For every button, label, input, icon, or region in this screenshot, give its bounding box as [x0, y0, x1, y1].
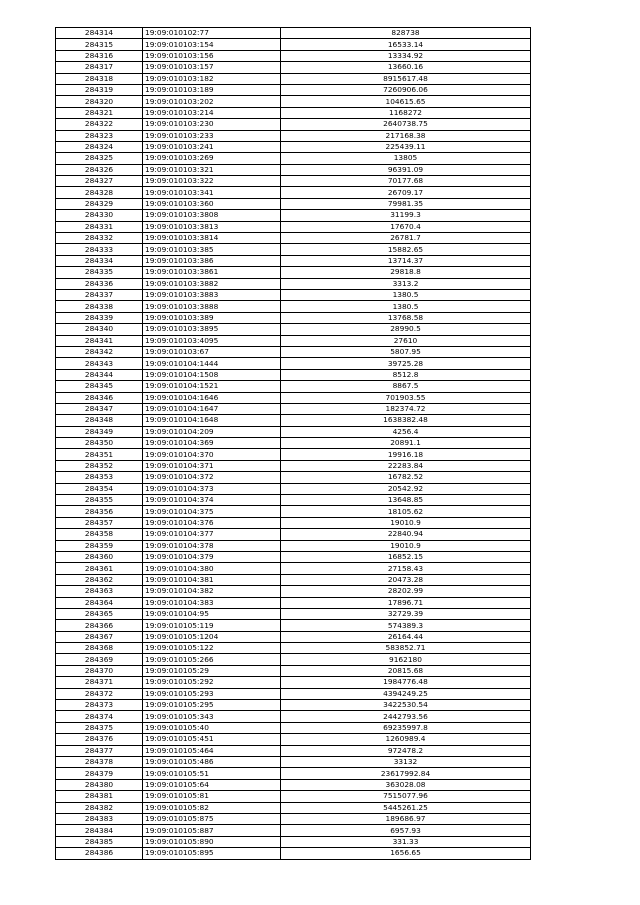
cadastral-number-cell: 19:09:010103:269	[143, 153, 281, 164]
value-cell: 7515077.96	[281, 791, 531, 802]
row-number-cell: 284351	[56, 449, 143, 460]
value-cell: 26709.17	[281, 187, 531, 198]
cadastral-number-cell: 19:09:010103:3813	[143, 221, 281, 232]
row-number-cell: 284360	[56, 551, 143, 562]
row-number-cell: 284318	[56, 73, 143, 84]
row-number-cell: 284370	[56, 665, 143, 676]
table-row	[56, 335, 531, 346]
cadastral-number-cell: 19:09:010103:3888	[143, 301, 281, 312]
table-row	[56, 392, 531, 403]
cadastral-number-cell: 19:09:010104:1648	[143, 415, 281, 426]
row-number-cell: 284386	[56, 848, 143, 859]
cadastral-number-cell: 19:09:010105:895	[143, 848, 281, 859]
cadastral-number-cell: 19:09:010104:1444	[143, 358, 281, 369]
cadastral-number-cell: 19:09:010103:3808	[143, 210, 281, 221]
row-number-cell: 284336	[56, 278, 143, 289]
value-cell: 574389.3	[281, 620, 531, 631]
row-number-cell: 284377	[56, 745, 143, 756]
row-number-cell: 284355	[56, 495, 143, 506]
table-row	[56, 381, 531, 392]
table-row	[56, 73, 531, 84]
table-row	[56, 187, 531, 198]
value-cell: 13660.16	[281, 62, 531, 73]
value-cell: 13714.37	[281, 255, 531, 266]
cadastral-number-cell: 19:09:010105:64	[143, 779, 281, 790]
row-number-cell: 284334	[56, 255, 143, 266]
value-cell: 104615.65	[281, 96, 531, 107]
value-cell: 20815.68	[281, 665, 531, 676]
table-row	[56, 643, 531, 654]
table-row	[56, 654, 531, 665]
row-number-cell: 284371	[56, 677, 143, 688]
table-row	[56, 586, 531, 597]
row-number-cell: 284340	[56, 324, 143, 335]
cadastral-number-cell: 19:09:010104:380	[143, 563, 281, 574]
cadastral-number-cell: 19:09:010105:295	[143, 700, 281, 711]
row-number-cell: 284358	[56, 529, 143, 540]
value-cell: 1984776.48	[281, 677, 531, 688]
cadastral-number-cell: 19:09:010103:157	[143, 62, 281, 73]
cadastral-number-cell: 19:09:010103:154	[143, 39, 281, 50]
cadastral-number-cell: 19:09:010104:378	[143, 540, 281, 551]
table-row	[56, 551, 531, 562]
row-number-cell: 284378	[56, 757, 143, 768]
value-cell: 33132	[281, 757, 531, 768]
table-row	[56, 700, 531, 711]
cadastral-number-cell: 19:09:010104:377	[143, 529, 281, 540]
table-row	[56, 517, 531, 528]
table-row	[56, 50, 531, 61]
cadastral-number-cell: 19:09:010104:375	[143, 506, 281, 517]
row-number-cell: 284383	[56, 813, 143, 824]
value-cell: 9162180	[281, 654, 531, 665]
row-number-cell: 284385	[56, 836, 143, 847]
row-number-cell: 284376	[56, 734, 143, 745]
table-row	[56, 711, 531, 722]
cadastral-number-cell: 19:09:010104:383	[143, 597, 281, 608]
row-number-cell: 284323	[56, 130, 143, 141]
cadastral-number-cell: 19:09:010105:292	[143, 677, 281, 688]
value-cell: 13334.92	[281, 50, 531, 61]
table-row	[56, 449, 531, 460]
value-cell: 583852.71	[281, 643, 531, 654]
value-cell: 331.33	[281, 836, 531, 847]
value-cell: 23617992.84	[281, 768, 531, 779]
cadastral-number-cell: 19:09:010105:451	[143, 734, 281, 745]
value-cell: 6957.93	[281, 825, 531, 836]
value-cell: 4394249.25	[281, 688, 531, 699]
cadastral-number-cell: 19:09:010104:379	[143, 551, 281, 562]
row-number-cell: 284322	[56, 119, 143, 130]
row-number-cell: 284362	[56, 574, 143, 585]
row-number-cell: 284364	[56, 597, 143, 608]
table-row	[56, 734, 531, 745]
table-row	[56, 813, 531, 824]
cadastral-number-cell: 19:09:010104:372	[143, 472, 281, 483]
value-cell: 701903.55	[281, 392, 531, 403]
table-row	[56, 267, 531, 278]
value-cell: 18105.62	[281, 506, 531, 517]
value-cell: 225439.11	[281, 141, 531, 152]
table-row	[56, 631, 531, 642]
table-row	[56, 107, 531, 118]
table-row	[56, 495, 531, 506]
row-number-cell: 284366	[56, 620, 143, 631]
table-row	[56, 677, 531, 688]
table-row	[56, 278, 531, 289]
cadastral-number-cell: 19:09:010103:385	[143, 244, 281, 255]
cadastral-number-cell: 19:09:010105:51	[143, 768, 281, 779]
row-number-cell: 284337	[56, 289, 143, 300]
cadastral-number-cell: 19:09:010103:202	[143, 96, 281, 107]
table-row	[56, 438, 531, 449]
table-row	[56, 460, 531, 471]
row-number-cell: 284381	[56, 791, 143, 802]
table-row	[56, 84, 531, 95]
row-number-cell: 284329	[56, 198, 143, 209]
cadastral-number-cell: 19:09:010105:40	[143, 722, 281, 733]
value-cell: 96391.09	[281, 164, 531, 175]
row-number-cell: 284365	[56, 608, 143, 619]
table-row	[56, 141, 531, 152]
cadastral-number-cell: 19:09:010105:122	[143, 643, 281, 654]
table-row	[56, 198, 531, 209]
table-row	[56, 176, 531, 187]
row-number-cell: 284384	[56, 825, 143, 836]
cadastral-number-cell: 19:09:010103:321	[143, 164, 281, 175]
row-number-cell: 284333	[56, 244, 143, 255]
table-row	[56, 255, 531, 266]
table-row	[56, 358, 531, 369]
cadastral-number-cell: 19:09:010104:1646	[143, 392, 281, 403]
cadastral-number-cell: 19:09:010104:382	[143, 586, 281, 597]
row-number-cell: 284317	[56, 62, 143, 73]
table-row	[56, 164, 531, 175]
value-cell: 972478.2	[281, 745, 531, 756]
value-cell: 4256.4	[281, 426, 531, 437]
cadastral-number-cell: 19:09:010103:182	[143, 73, 281, 84]
table-row	[56, 346, 531, 357]
value-cell: 3422530.54	[281, 700, 531, 711]
cadastral-number-cell: 19:09:010103:3895	[143, 324, 281, 335]
value-cell: 217168.38	[281, 130, 531, 141]
value-cell: 20891.1	[281, 438, 531, 449]
table-row	[56, 688, 531, 699]
cadastral-value-table	[55, 27, 531, 860]
row-number-cell: 284344	[56, 369, 143, 380]
row-number-cell: 284369	[56, 654, 143, 665]
value-cell: 79981.35	[281, 198, 531, 209]
row-number-cell: 284352	[56, 460, 143, 471]
row-number-cell: 284328	[56, 187, 143, 198]
table-row	[56, 574, 531, 585]
value-cell: 1380.5	[281, 301, 531, 312]
table-row	[56, 597, 531, 608]
row-number-cell: 284357	[56, 517, 143, 528]
row-number-cell: 284319	[56, 84, 143, 95]
value-cell: 16852.15	[281, 551, 531, 562]
row-number-cell: 284361	[56, 563, 143, 574]
table-row	[56, 312, 531, 323]
cadastral-number-cell: 19:09:010105:293	[143, 688, 281, 699]
row-number-cell: 284347	[56, 403, 143, 414]
table-row	[56, 289, 531, 300]
table-body	[56, 28, 531, 860]
row-number-cell: 284367	[56, 631, 143, 642]
value-cell: 828738	[281, 28, 531, 39]
value-cell: 13768.58	[281, 312, 531, 323]
table-row	[56, 130, 531, 141]
cadastral-number-cell: 19:09:010105:875	[143, 813, 281, 824]
table-row	[56, 28, 531, 39]
table-row	[56, 802, 531, 813]
row-number-cell: 284356	[56, 506, 143, 517]
cadastral-number-cell: 19:09:010103:241	[143, 141, 281, 152]
value-cell: 28202.99	[281, 586, 531, 597]
value-cell: 189686.97	[281, 813, 531, 824]
cadastral-number-cell: 19:09:010105:29	[143, 665, 281, 676]
cadastral-number-cell: 19:09:010103:214	[143, 107, 281, 118]
row-number-cell: 284375	[56, 722, 143, 733]
table-row	[56, 39, 531, 50]
cadastral-number-cell: 19:09:010103:230	[143, 119, 281, 130]
table-row	[56, 153, 531, 164]
value-cell: 8915617.48	[281, 73, 531, 84]
table-row	[56, 722, 531, 733]
row-number-cell: 284353	[56, 472, 143, 483]
row-number-cell: 284380	[56, 779, 143, 790]
row-number-cell: 284349	[56, 426, 143, 437]
row-number-cell: 284343	[56, 358, 143, 369]
value-cell: 19010.9	[281, 517, 531, 528]
row-number-cell: 284315	[56, 39, 143, 50]
value-cell: 17896.71	[281, 597, 531, 608]
cadastral-number-cell: 19:09:010103:67	[143, 346, 281, 357]
table-row	[56, 119, 531, 130]
cadastral-number-cell: 19:09:010103:3883	[143, 289, 281, 300]
cadastral-number-cell: 19:09:010104:370	[143, 449, 281, 460]
row-number-cell: 284324	[56, 141, 143, 152]
table-row	[56, 301, 531, 312]
row-number-cell: 284338	[56, 301, 143, 312]
row-number-cell: 284359	[56, 540, 143, 551]
cadastral-number-cell: 19:09:010105:343	[143, 711, 281, 722]
value-cell: 32729.39	[281, 608, 531, 619]
value-cell: 363028.08	[281, 779, 531, 790]
cadastral-number-cell: 19:09:010104:1508	[143, 369, 281, 380]
table-row	[56, 369, 531, 380]
row-number-cell: 284342	[56, 346, 143, 357]
cadastral-number-cell: 19:09:010104:374	[143, 495, 281, 506]
table-row	[56, 415, 531, 426]
cadastral-number-cell: 19:09:010104:371	[143, 460, 281, 471]
value-cell: 5807.95	[281, 346, 531, 357]
cadastral-number-cell: 19:09:010105:887	[143, 825, 281, 836]
cadastral-number-cell: 19:09:010103:4095	[143, 335, 281, 346]
value-cell: 31199.3	[281, 210, 531, 221]
value-cell: 20542.92	[281, 483, 531, 494]
row-number-cell: 284372	[56, 688, 143, 699]
value-cell: 19010.9	[281, 540, 531, 551]
cadastral-number-cell: 19:09:010102:77	[143, 28, 281, 39]
value-cell: 39725.28	[281, 358, 531, 369]
cadastral-number-cell: 19:09:010105:1204	[143, 631, 281, 642]
table-row	[56, 825, 531, 836]
table-row	[56, 848, 531, 859]
cadastral-number-cell: 19:09:010104:376	[143, 517, 281, 528]
value-cell: 8867.5	[281, 381, 531, 392]
cadastral-number-cell: 19:09:010103:322	[143, 176, 281, 187]
cadastral-number-cell: 19:09:010104:209	[143, 426, 281, 437]
table-row	[56, 608, 531, 619]
table-row	[56, 483, 531, 494]
row-number-cell: 284363	[56, 586, 143, 597]
value-cell: 1168272	[281, 107, 531, 118]
value-cell: 26781.7	[281, 233, 531, 244]
row-number-cell: 284330	[56, 210, 143, 221]
value-cell: 3313.2	[281, 278, 531, 289]
cadastral-number-cell: 19:09:010104:373	[143, 483, 281, 494]
table-row	[56, 836, 531, 847]
value-cell: 26164.44	[281, 631, 531, 642]
table-row	[56, 62, 531, 73]
value-cell: 13805	[281, 153, 531, 164]
row-number-cell: 284382	[56, 802, 143, 813]
cadastral-number-cell: 19:09:010103:3861	[143, 267, 281, 278]
table-row	[56, 210, 531, 221]
cadastral-number-cell: 19:09:010104:1521	[143, 381, 281, 392]
table-row	[56, 324, 531, 335]
row-number-cell: 284350	[56, 438, 143, 449]
table-row	[56, 233, 531, 244]
table-row	[56, 563, 531, 574]
value-cell: 1260989.4	[281, 734, 531, 745]
value-cell: 70177.68	[281, 176, 531, 187]
cadastral-number-cell: 19:09:010103:3814	[143, 233, 281, 244]
row-number-cell: 284320	[56, 96, 143, 107]
value-cell: 27158.43	[281, 563, 531, 574]
cadastral-number-cell: 19:09:010103:3882	[143, 278, 281, 289]
cadastral-number-cell: 19:09:010105:266	[143, 654, 281, 665]
cadastral-number-cell: 19:09:010103:189	[143, 84, 281, 95]
row-number-cell: 284325	[56, 153, 143, 164]
cadastral-number-cell: 19:09:010105:464	[143, 745, 281, 756]
cadastral-number-cell: 19:09:010105:81	[143, 791, 281, 802]
row-number-cell: 284374	[56, 711, 143, 722]
row-number-cell: 284345	[56, 381, 143, 392]
table-row	[56, 96, 531, 107]
cadastral-number-cell: 19:09:010105:82	[143, 802, 281, 813]
value-cell: 8512.8	[281, 369, 531, 380]
table-row	[56, 426, 531, 437]
cadastral-number-cell: 19:09:010104:1647	[143, 403, 281, 414]
table-row	[56, 620, 531, 631]
value-cell: 19916.18	[281, 449, 531, 460]
row-number-cell: 284341	[56, 335, 143, 346]
value-cell: 22840.94	[281, 529, 531, 540]
value-cell: 16533.14	[281, 39, 531, 50]
table-row	[56, 791, 531, 802]
cadastral-number-cell: 19:09:010105:890	[143, 836, 281, 847]
table-row	[56, 221, 531, 232]
row-number-cell: 284379	[56, 768, 143, 779]
row-number-cell: 284316	[56, 50, 143, 61]
cadastral-number-cell: 19:09:010105:486	[143, 757, 281, 768]
cadastral-number-cell: 19:09:010104:381	[143, 574, 281, 585]
table-row	[56, 757, 531, 768]
value-cell: 7260906.06	[281, 84, 531, 95]
value-cell: 182374.72	[281, 403, 531, 414]
row-number-cell: 284368	[56, 643, 143, 654]
table-row	[56, 540, 531, 551]
value-cell: 22283.84	[281, 460, 531, 471]
table-row	[56, 779, 531, 790]
value-cell: 1638382.48	[281, 415, 531, 426]
row-number-cell: 284335	[56, 267, 143, 278]
value-cell: 2640738.75	[281, 119, 531, 130]
value-cell: 15882.65	[281, 244, 531, 255]
value-cell: 28990.5	[281, 324, 531, 335]
cadastral-number-cell: 19:09:010103:360	[143, 198, 281, 209]
value-cell: 13648.85	[281, 495, 531, 506]
row-number-cell: 284321	[56, 107, 143, 118]
row-number-cell: 284346	[56, 392, 143, 403]
value-cell: 1656.65	[281, 848, 531, 859]
row-number-cell: 284326	[56, 164, 143, 175]
row-number-cell: 284332	[56, 233, 143, 244]
cadastral-number-cell: 19:09:010103:389	[143, 312, 281, 323]
row-number-cell: 284339	[56, 312, 143, 323]
value-cell: 69235997.8	[281, 722, 531, 733]
cadastral-number-cell: 19:09:010104:95	[143, 608, 281, 619]
value-cell: 16782.52	[281, 472, 531, 483]
cadastral-number-cell: 19:09:010105:119	[143, 620, 281, 631]
cadastral-number-cell: 19:09:010103:156	[143, 50, 281, 61]
table-row	[56, 768, 531, 779]
cadastral-number-cell: 19:09:010103:386	[143, 255, 281, 266]
row-number-cell: 284314	[56, 28, 143, 39]
table-row	[56, 403, 531, 414]
value-cell: 2442793.56	[281, 711, 531, 722]
cadastral-number-cell: 19:09:010104:369	[143, 438, 281, 449]
table-row	[56, 529, 531, 540]
table-row	[56, 745, 531, 756]
table-row	[56, 472, 531, 483]
value-cell: 29818.8	[281, 267, 531, 278]
cadastral-number-cell: 19:09:010103:341	[143, 187, 281, 198]
row-number-cell: 284327	[56, 176, 143, 187]
row-number-cell: 284348	[56, 415, 143, 426]
row-number-cell: 284354	[56, 483, 143, 494]
value-cell: 20473.28	[281, 574, 531, 585]
table-row	[56, 244, 531, 255]
value-cell: 5445261.25	[281, 802, 531, 813]
table-row	[56, 506, 531, 517]
row-number-cell: 284373	[56, 700, 143, 711]
value-cell: 17670.4	[281, 221, 531, 232]
cadastral-number-cell: 19:09:010103:233	[143, 130, 281, 141]
row-number-cell: 284331	[56, 221, 143, 232]
value-cell: 27610	[281, 335, 531, 346]
value-cell: 1380.5	[281, 289, 531, 300]
table-row	[56, 665, 531, 676]
